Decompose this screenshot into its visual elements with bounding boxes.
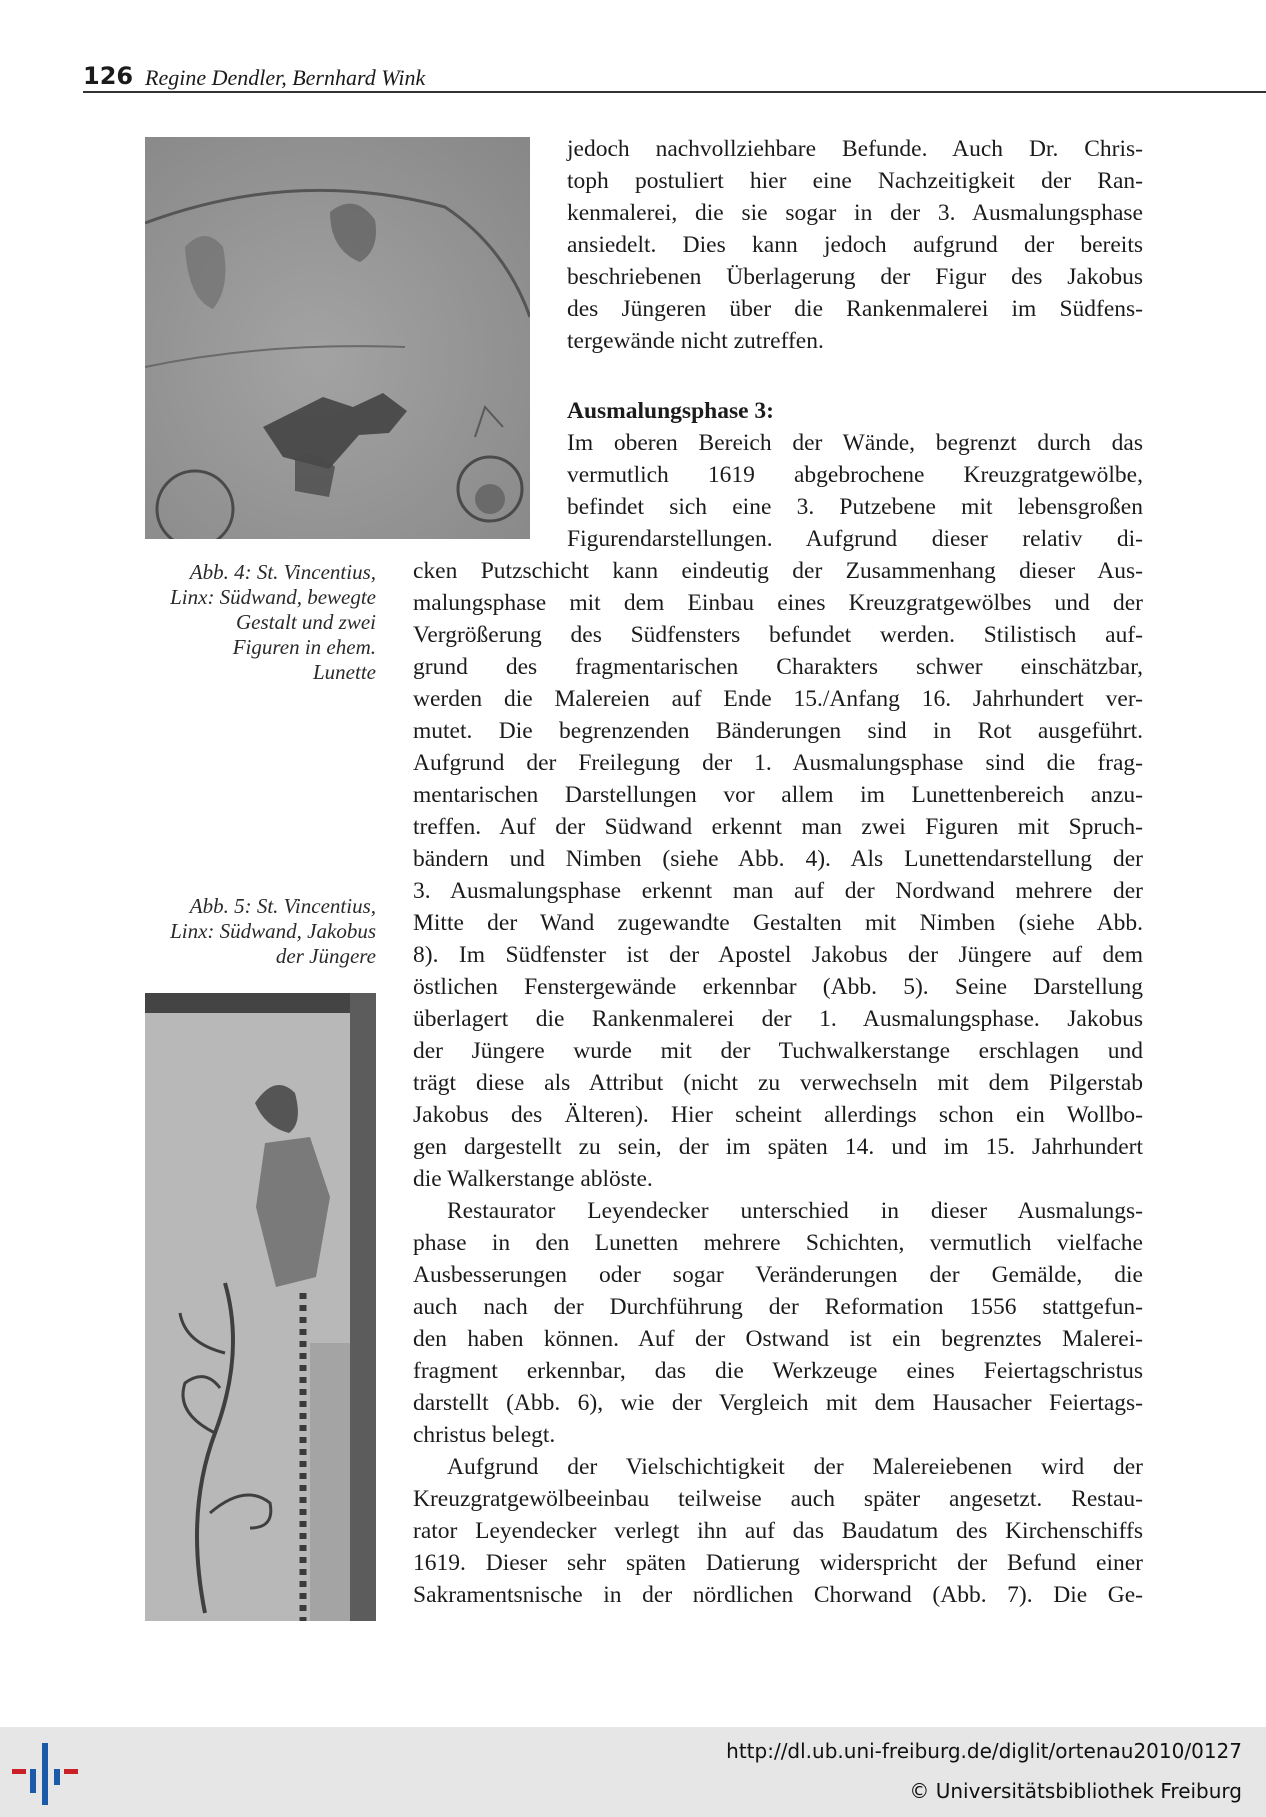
- caption-line: Linx: Südwand, bewegte: [170, 585, 376, 609]
- text-line: Kreuzgratgewölbeeinbau teilweise auch später angesetzt. Restau-: [413, 1486, 1143, 1512]
- text-line: überlagert die Rankenmalerei der 1. Ausmalungsphase. Jakobus: [413, 1006, 1143, 1032]
- text-line: auch nach der Durchführung der Reformation 1556 stattgefun-: [413, 1294, 1143, 1320]
- text-line: 1619. Dieser sehr späten Datierung widerspricht der Befund einer: [413, 1550, 1143, 1576]
- caption-line: Figuren in ehem.: [232, 635, 376, 659]
- text-line: cken Putzschicht kann eindeutig der Zusammenhang dieser Aus-: [413, 558, 1143, 584]
- text-line: malungsphase mit dem Einbau eines Kreuzgratgewölbes und der: [413, 590, 1143, 616]
- text-line: gen dargestellt zu sein, der im späten 14. und im 15. Jahrhundert: [413, 1134, 1143, 1160]
- text-line: tergewände nicht zutreffen.: [567, 328, 824, 354]
- figure-5-photo: [145, 993, 376, 1621]
- text-line: jedoch nachvollziehbare Befunde. Auch Dr. Chris-: [567, 136, 1143, 162]
- figure-4-photo: [145, 137, 530, 539]
- text-line: rator Leyendecker verlegt ihn auf das Baudatum des Kirchenschiffs: [413, 1518, 1143, 1544]
- text-line: phase in den Lunetten mehrere Schichten, vermutlich vielfache: [413, 1230, 1143, 1256]
- text-line: darstellt (Abb. 6), wie der Vergleich mit dem Hausacher Feiertags-: [413, 1390, 1143, 1416]
- text-line: ansiedelt. Dies kann jedoch aufgrund der bereits: [567, 232, 1143, 258]
- running-header: [83, 58, 1266, 92]
- text-line: Vergrößerung des Südfensters befundet werden. Stilistisch auf-: [413, 622, 1143, 648]
- source-url-link[interactable]: http://dl.ub.uni-freiburg.de/diglit/ortenau2010/0127: [726, 1739, 1242, 1763]
- caption-line: Linx: Südwand, Jakobus: [170, 919, 376, 943]
- caption-line: Abb. 5: St. Vincentius,: [189, 894, 376, 918]
- text-line: befindet sich eine 3. Putzebene mit lebensgroßen: [567, 494, 1143, 520]
- caption-line: Abb. 4: St. Vincentius,: [189, 560, 376, 584]
- copyright-notice: © Universitätsbibliothek Freiburg: [909, 1779, 1242, 1803]
- text-line: Im oberen Bereich der Wände, begrenzt durch das: [567, 430, 1143, 456]
- text-line: östlichen Fenstergewände erkennbar (Abb. 5). Seine Darstellung: [413, 974, 1143, 1000]
- text-line: Sakramentsnische in der nördlichen Chorwand (Abb. 7). Die Ge-: [413, 1582, 1143, 1608]
- figure-5-caption: [116, 894, 376, 969]
- section-heading: Ausmalungsphase 3:: [567, 398, 774, 424]
- text-line: Restaurator Leyendecker unterschied in dieser Ausmalungs-: [447, 1198, 1143, 1224]
- text-line: bändern und Nimben (siehe Abb. 4). Als Lunettendarstellung der: [413, 846, 1143, 872]
- figure-4-caption: [116, 560, 376, 685]
- text-line: des Jüngeren über die Rankenmalerei im Südfens-: [567, 296, 1143, 322]
- header-rule: [83, 91, 1266, 93]
- text-line: 8). Im Südfenster ist der Apostel Jakobus der Jüngere auf dem: [413, 942, 1143, 968]
- text-line: trägt diese als Attribut (nicht zu verwechseln mit dem Pilgerstab: [413, 1070, 1143, 1096]
- library-logo-icon: [12, 1743, 82, 1805]
- text-line: Mitte der Wand zugewandte Gestalten mit Nimben (siehe Abb.: [413, 910, 1143, 936]
- text-line: Aufgrund der Vielschichtigkeit der Malereiebenen wird der: [447, 1454, 1143, 1480]
- text-line: Aufgrund der Freilegung der 1. Ausmalungsphase sind die frag-: [413, 750, 1143, 776]
- text-line: grund des fragmentarischen Charakters schwer einschätzbar,: [413, 654, 1143, 680]
- caption-line: der Jüngere: [275, 944, 376, 968]
- caption-line: Gestalt und zwei: [236, 610, 376, 634]
- text-line: kenmalerei, die sie sogar in der 3. Ausmalungsphase: [567, 200, 1143, 226]
- footer-bar: [0, 1727, 1266, 1817]
- text-line: Figurendarstellungen. Aufgrund dieser relativ di-: [567, 526, 1143, 552]
- text-line: fragment erkennbar, das die Werkzeuge eines Feiertagschristus: [413, 1358, 1143, 1384]
- text-line: christus belegt.: [413, 1422, 556, 1448]
- caption-line: Lunette: [313, 660, 376, 684]
- text-line: den haben können. Auf der Ostwand ist ein begrenztes Malerei-: [413, 1326, 1143, 1352]
- text-line: 3. Ausmalungsphase erkennt man auf der Nordwand mehrere der: [413, 878, 1143, 904]
- text-line: die Walkerstange ablöste.: [413, 1166, 653, 1192]
- page-number: 126: [83, 62, 134, 90]
- running-header-authors: Regine Dendler, Bernhard Wink: [145, 65, 426, 90]
- text-line: beschriebenen Überlagerung der Figur des Jakobus: [567, 264, 1143, 290]
- text-line: der Jüngere wurde mit der Tuchwalkerstange erschlagen und: [413, 1038, 1143, 1064]
- text-line: werden die Malereien auf Ende 15./Anfang 16. Jahrhundert ver-: [413, 686, 1143, 712]
- text-line: mentarischen Darstellungen vor allem im Lunettenbereich anzu-: [413, 782, 1143, 808]
- text-line: mutet. Die begrenzenden Bänderungen sind in Rot ausgeführt.: [413, 718, 1143, 744]
- text-line: treffen. Auf der Südwand erkennt man zwei Figuren mit Spruch-: [413, 814, 1143, 840]
- text-line: Ausbesserungen oder sogar Veränderungen der Gemälde, die: [413, 1262, 1143, 1288]
- text-line: toph postuliert hier eine Nachzeitigkeit der Ran-: [567, 168, 1143, 194]
- text-line: Jakobus des Älteren). Hier scheint allerdings schon ein Wollbo-: [413, 1102, 1143, 1128]
- text-line: vermutlich 1619 abgebrochene Kreuzgratgewölbe,: [567, 462, 1143, 488]
